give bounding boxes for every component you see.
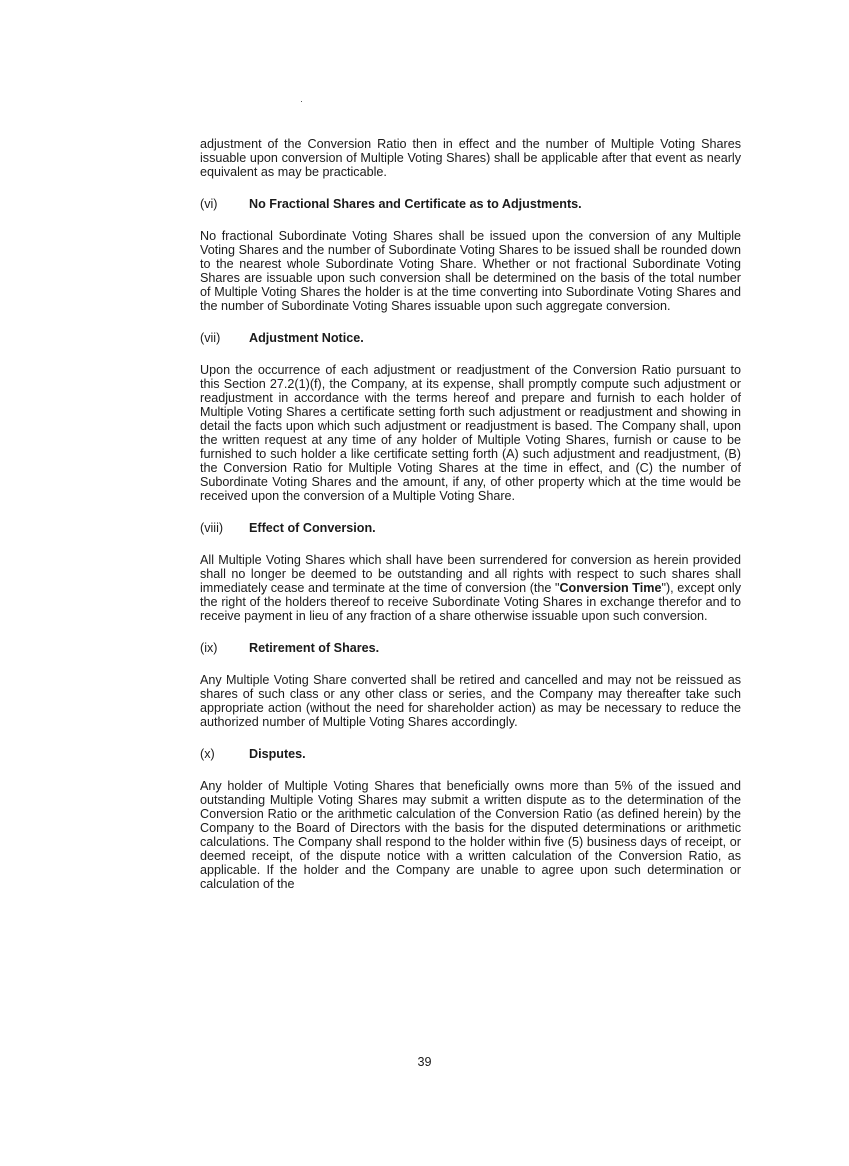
section-number: (x) bbox=[200, 747, 215, 761]
section-title: Effect of Conversion. bbox=[249, 521, 376, 535]
defined-term: Conversion Time bbox=[559, 581, 662, 595]
section-heading-ix bbox=[200, 641, 741, 655]
section-title: Disputes. bbox=[249, 747, 306, 761]
page-number: 39 bbox=[417, 1055, 432, 1069]
section-body-viii bbox=[200, 553, 741, 623]
section-number: (vii) bbox=[200, 331, 221, 345]
intro-paragraph: adjustment of the Conversion Ratio then in effect and the number of Multiple Voting Shares issuable upon conversion of Multiple Voting Shares) shall be applicable after that event as nearly equivalent as may be practicable. bbox=[200, 137, 741, 179]
section-heading-x bbox=[200, 747, 741, 761]
section-body-vi: No fractional Subordinate Voting Shares shall be issued upon the conversion of any Multiple Voting Shares and the number of Subordinate Voting Shares to be issued shall be rounded down to the nearest whole Subordinate Voting Share. Whether or not fractional Subordinate Voting Shares are issuable upon such conversion shall be determined on the basis of the total number of Multiple Voting Shares the holder is at the time converting into Subordinate Voting Shares and the number of Subordinate Voting Shares issuable upon such aggregate conversion. bbox=[200, 229, 741, 313]
page-body bbox=[200, 137, 741, 909]
body-text: "), except only the right of the holders thereof to receive Subordinate Voting Shares in exchange therefor and to receive payment in lieu of any fraction of a share otherwise issuable upon such conversion. bbox=[200, 581, 742, 623]
section-title: Adjustment Notice. bbox=[249, 331, 364, 345]
section-title: No Fractional Shares and Certificate as to Adjustments. bbox=[249, 197, 582, 211]
scan-speck bbox=[301, 101, 302, 102]
section-number: (vi) bbox=[200, 197, 218, 211]
section-heading-viii bbox=[200, 521, 741, 535]
section-body-x: Any holder of Multiple Voting Shares that beneficially owns more than 5% of the issued and outstanding Multiple Voting Shares may submit a written dispute as to the determination of the Conversion Ratio or the arithmetic calculation of the Conversion Ratio (as defined herein) by the Company to the Board of Directors with the basis for the disputed determinations or arithmetic calculations. The Company shall respond to the holder within five (5) business days of receipt, or deemed receipt, of the dispute notice with a written calculation of the Conversion Ratio, as applicable. If the holder and the Company are unable to agree upon such determination or calculation of the bbox=[200, 779, 741, 891]
section-number: (ix) bbox=[200, 641, 218, 655]
section-number: (viii) bbox=[200, 521, 224, 535]
section-title: Retirement of Shares. bbox=[249, 641, 380, 655]
section-heading-vii bbox=[200, 331, 741, 345]
section-body-ix: Any Multiple Voting Share converted shall be retired and cancelled and may not be reissued as shares of such class or any other class or series, and the Company may thereafter take such appropriate action (without the need for shareholder action) as may be necessary to reduce the authorized number of Multiple Voting Shares accordingly. bbox=[200, 673, 741, 729]
section-body-vii: Upon the occurrence of each adjustment or readjustment of the Conversion Ratio pursuant to this Section 27.2(1)(f), the Company, at its expense, shall promptly compute such adjustment or readjustment in accordance with the terms hereof and prepare and furnish to each holder of Multiple Voting Shares a certificate setting forth such adjustment or readjustment and showing in detail the facts upon which such adjustment or readjustment is based. The Company shall, upon the written request at any time of any holder of Multiple Voting Shares, furnish or cause to be furnished to such holder a like certificate setting forth (A) such adjustment and readjustment, (B) the Conversion Ratio for Multiple Voting Shares at the time in effect, and (C) the number of Subordinate Voting Shares and the amount, if any, of other property which at the time would be received upon the conversion of a Multiple Voting Share. bbox=[200, 363, 741, 503]
section-heading-vi bbox=[200, 197, 741, 211]
body-text: All Multiple Voting Shares which shall have been surrendered for conversion as herein provided shall no longer be deemed to be outstanding and all rights with respect to such shares shall immediately cease and terminate at the time of conversion (the " bbox=[200, 553, 741, 595]
